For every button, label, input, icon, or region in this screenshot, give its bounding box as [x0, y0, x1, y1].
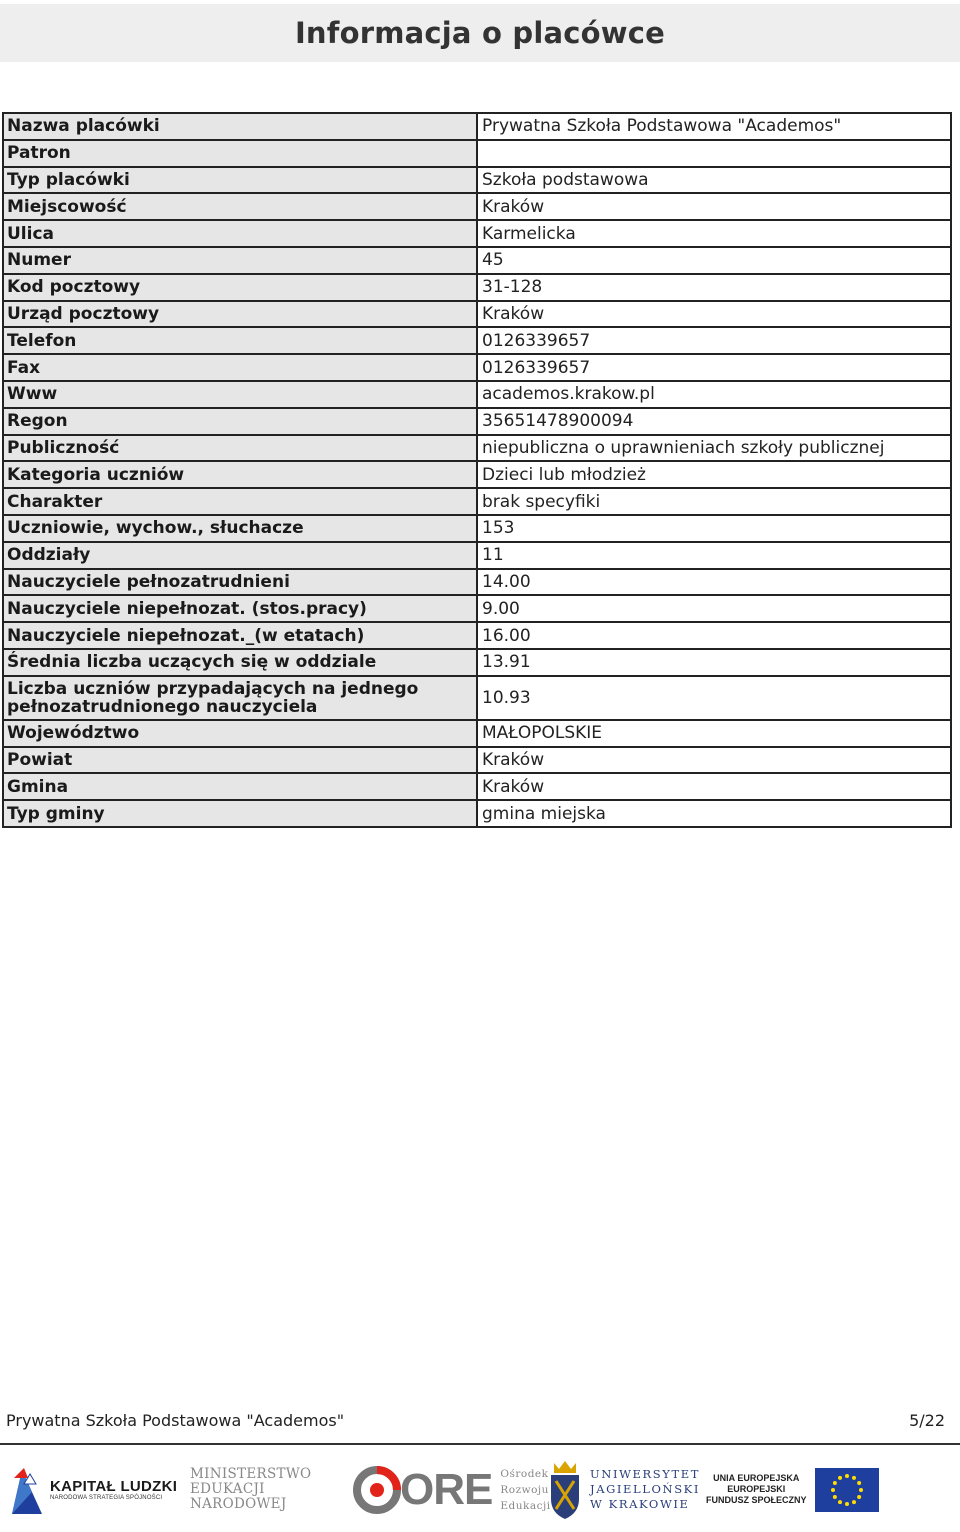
eu-star-icon — [831, 1488, 835, 1492]
info-row — [3, 220, 951, 247]
footer-school-name: Prywatna Szkoła Podstawowa "Academos" — [6, 1411, 345, 1430]
info-row-value: Prywatna Szkoła Podstawowa "Academos" — [477, 113, 951, 140]
info-row-label: Kategoria uczniów — [3, 461, 477, 488]
info-row-label: Typ placówki — [3, 167, 477, 194]
info-row — [3, 676, 951, 720]
info-row-label: Kod pocztowy — [3, 274, 477, 301]
info-row-label: Średnia liczba uczących się w oddziale — [3, 649, 477, 676]
info-table — [2, 112, 952, 828]
page-title: Informacja o placówce — [294, 16, 666, 50]
info-row-label: Publiczność — [3, 435, 477, 462]
info-row — [3, 461, 951, 488]
info-row-value: 31-128 — [477, 274, 951, 301]
info-row-label: Charakter — [3, 488, 477, 515]
info-row — [3, 622, 951, 649]
eu-flag-icon — [815, 1468, 879, 1512]
men-line-1: MINISTERSTWO — [190, 1466, 312, 1482]
info-row — [3, 193, 951, 220]
info-row-label: Regon — [3, 408, 477, 435]
info-row-value: 0126339657 — [477, 327, 951, 354]
eu-star-icon — [857, 1481, 861, 1485]
info-row-value: niepubliczna o uprawnieniach szkoły publicznej — [477, 435, 951, 462]
info-row-value: Kraków — [477, 301, 951, 328]
kapital-ludzki-logo — [10, 1452, 177, 1527]
info-row-value — [477, 140, 951, 167]
ore-line-3: Edukacji — [500, 1499, 551, 1512]
info-row-label: Patron — [3, 140, 477, 167]
info-row-value: MAŁOPOLSKIE — [477, 720, 951, 747]
info-row-value: Kraków — [477, 773, 951, 800]
eu-efs-logo — [706, 1452, 879, 1527]
footer-divider — [0, 1443, 960, 1445]
ue-line-2: EUROPEJSKI — [727, 1484, 786, 1494]
eu-star-icon — [852, 1500, 856, 1504]
info-row-value: 0126339657 — [477, 354, 951, 381]
info-row-label: Www — [3, 381, 477, 408]
info-row — [3, 113, 951, 140]
info-row-value: 16.00 — [477, 622, 951, 649]
men-line-3: NARODOWEJ — [190, 1496, 287, 1512]
ore-line-1: Ośrodek — [500, 1467, 549, 1480]
men-logo — [190, 1452, 311, 1527]
info-row-value: 153 — [477, 515, 951, 542]
info-row-value: Dzieci lub młodzież — [477, 461, 951, 488]
eu-star-icon — [832, 1495, 836, 1499]
info-row — [3, 720, 951, 747]
info-row — [3, 381, 951, 408]
info-row-label: Numer — [3, 247, 477, 274]
eu-star-icon — [832, 1481, 836, 1485]
info-row — [3, 274, 951, 301]
info-row — [3, 140, 951, 167]
info-row-value: academos.krakow.pl — [477, 381, 951, 408]
info-row-value: brak specyfiki — [477, 488, 951, 515]
eu-star-icon — [845, 1474, 849, 1478]
info-row — [3, 595, 951, 622]
ore-circle-icon — [352, 1465, 402, 1515]
info-row-value: Kraków — [477, 193, 951, 220]
info-row-label: Uczniowie, wychow., słuchacze — [3, 515, 477, 542]
men-line-2: EDUKACJI — [190, 1481, 265, 1497]
eu-star-icon — [859, 1488, 863, 1492]
info-row-label: Gmina — [3, 773, 477, 800]
kapital-ludzki-emblem-icon — [10, 1464, 44, 1516]
info-row — [3, 408, 951, 435]
uj-line-2: JAGIELLOŃSKI — [590, 1482, 701, 1496]
info-row-value: 10.93 — [477, 676, 951, 720]
info-row-label: Typ gminy — [3, 800, 477, 827]
info-row — [3, 301, 951, 328]
info-row — [3, 354, 951, 381]
info-row — [3, 327, 951, 354]
eu-star-icon — [845, 1502, 849, 1506]
kapital-ludzki-subtitle: NARODOWA STRATEGIA SPÓJNOŚCI — [50, 1495, 163, 1501]
info-row-value: 45 — [477, 247, 951, 274]
info-row-value: Kraków — [477, 747, 951, 774]
logo-strip — [0, 1452, 960, 1527]
eu-star-icon — [852, 1475, 856, 1479]
info-row-label: Telefon — [3, 327, 477, 354]
info-row-value: gmina miejska — [477, 800, 951, 827]
info-row-value: 14.00 — [477, 569, 951, 596]
ue-line-1: UNIA EUROPEJSKA — [713, 1473, 800, 1483]
info-row-value: 9.00 — [477, 595, 951, 622]
uj-crest-icon — [548, 1459, 582, 1521]
info-row — [3, 649, 951, 676]
info-row — [3, 773, 951, 800]
info-row-value: Karmelicka — [477, 220, 951, 247]
info-row — [3, 488, 951, 515]
info-row-label: Nauczyciele pełnozatrudnieni — [3, 569, 477, 596]
info-row-label: Nauczyciele niepełnozat._(w etatach) — [3, 622, 477, 649]
info-row — [3, 569, 951, 596]
uj-logo — [548, 1452, 700, 1527]
info-row-label: Fax — [3, 354, 477, 381]
info-row-value: 35651478900094 — [477, 408, 951, 435]
info-row — [3, 515, 951, 542]
ue-line-3: FUNDUSZ SPOŁECZNY — [706, 1495, 807, 1505]
eu-star-icon — [838, 1500, 842, 1504]
info-row — [3, 800, 951, 827]
info-row — [3, 247, 951, 274]
uj-line-1: UNIWERSYTET — [590, 1467, 700, 1481]
info-row-label: Urząd pocztowy — [3, 301, 477, 328]
info-row-label: Powiat — [3, 747, 477, 774]
info-row-label: Ulica — [3, 220, 477, 247]
info-row-label: Oddziały — [3, 542, 477, 569]
eu-star-icon — [838, 1475, 842, 1479]
kapital-ludzki-title: KAPITAŁ LUDZKI — [50, 1478, 178, 1495]
ore-letters: ORE — [400, 1464, 493, 1514]
info-row-label: Województwo — [3, 720, 477, 747]
eu-star-icon — [857, 1495, 861, 1499]
info-row-value: 11 — [477, 542, 951, 569]
info-row — [3, 435, 951, 462]
info-row-label: Liczba uczniów przypadających na jednego pełnozatrudnionego nauczyciela — [3, 676, 477, 720]
footer-page-number: 5/22 — [909, 1411, 945, 1430]
info-row-label: Nauczyciele niepełnozat. (stos.pracy) — [3, 595, 477, 622]
info-row — [3, 167, 951, 194]
info-row-label: Nazwa placówki — [3, 113, 477, 140]
title-bar — [0, 4, 960, 62]
ore-logo — [352, 1452, 551, 1527]
info-row — [3, 542, 951, 569]
ore-line-2: Rozwoju — [500, 1483, 549, 1496]
info-row — [3, 747, 951, 774]
uj-line-3: W KRAKOWIE — [590, 1497, 690, 1511]
info-row-value: 13.91 — [477, 649, 951, 676]
info-table-body — [3, 113, 951, 827]
info-row-label: Miejscowość — [3, 193, 477, 220]
info-row-value: Szkoła podstawowa — [477, 167, 951, 194]
